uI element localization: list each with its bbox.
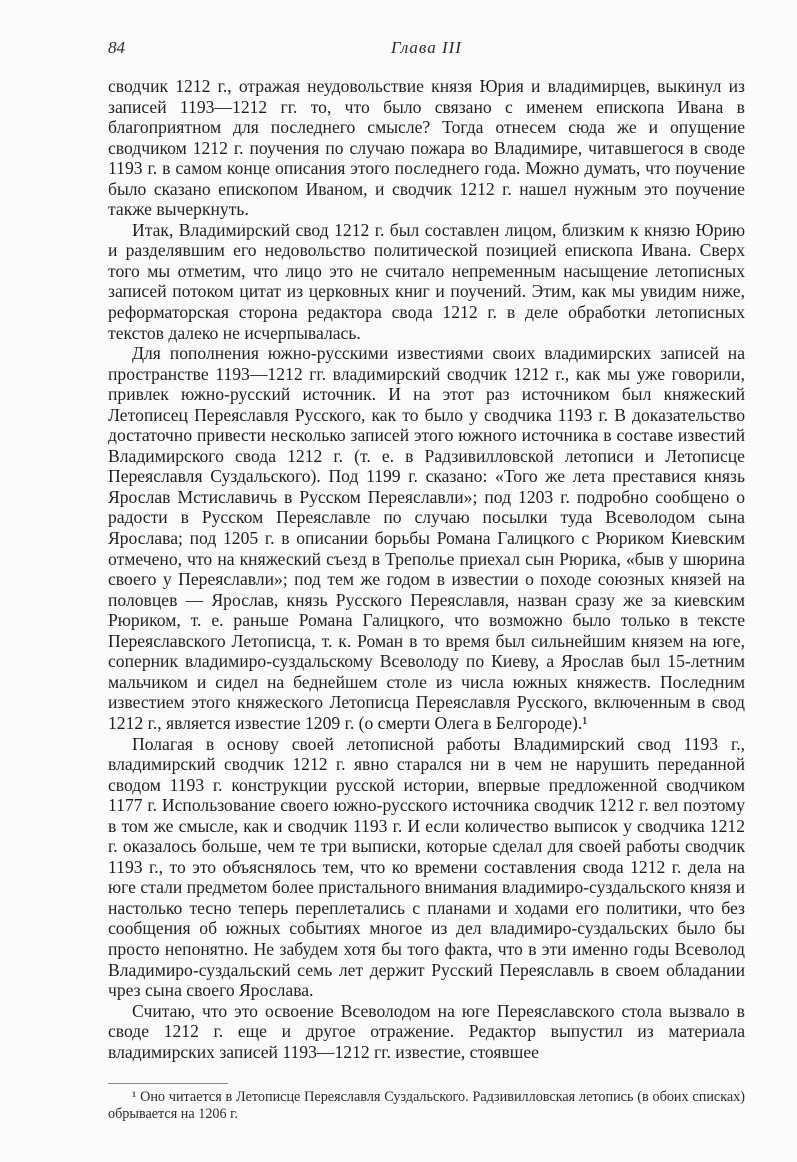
running-title: Глава III bbox=[391, 38, 462, 57]
paragraph: Полагая в основу своей летописной работы Владимирский свод 1193 г., владимирский сводчик 1212 г. явно старался ни в чем не нарушить переданной сводом 1193 г. конструкции русской истории, впервые предложенной сводчиком 1177 г. Использование своего южно-русского источника сводчик 1212 г. вел поэтому в том же смысле, как и сводчик 1193 г. И если количество выписок у сводчика 1212 г. оказалось больше, чем те три выписки, которые сделал для своей работы сводчик 1193 г., то это объяснялось тем, что ко времени составления свода 1212 г. дела на юге стали предметом более пристального внимания владимиро-суздальского князя и настолько тесно теперь переплетались с планами и ходами его политики, что без сообщения об южных событиях многое из дел владимиро-суздальских было бы просто непонятно. Не забудем хотя бы того факта, что в эти именно годы Всеволод Владимиро-суздальский семь лет держит Русский Переяславль в своем обладании чрез сына своего Ярослава. bbox=[108, 733, 745, 1001]
footnote: ¹ Оно читается в Летописце Переяславля Суздальского. Радзивилловская летопись (в обоих списках) обрывается на 1206 г. bbox=[108, 1089, 745, 1122]
body-text bbox=[108, 76, 745, 1062]
paragraph: Считаю, что это освоение Всеволодом на юге Переяславского стола вызвало в своде 1212 г. еще и другое отражение. Редактор выпустил из материала владимирских записей 1193—1212 гг. известие, стоявшее bbox=[108, 1000, 745, 1062]
footnote-divider bbox=[108, 1083, 228, 1084]
page-header bbox=[108, 38, 745, 64]
paragraph: Для пополнения южно-русскими известиями своих владимирских записей на пространстве 1193—1212 гг. владимирский сводчик 1212 г., как мы уже говорили, привлек южно-русский источник. И на этот раз источником был княжеский Летописец Переяславля Русского, как то было у сводчика 1193 г. В доказательство достаточно привести несколько записей этого южного источника в составе известий Владимирского свода 1212 г. (т. е. в Радзивилловской летописи и Летописце Переяславля Суздальского). Под 1199 г. сказано: «Того же лета преставися князь Ярослав Мстиславичь в Русском Переяславли»; под 1203 г. подробно сообщено о радости в Русском Переяславле по случаю посылки туда Всеволодом сына Ярослава; под 1205 г. в описании борьбы Романа Галицкого с Рюриком Киевским отмечено, что на княжеский съезд в Треполье приехал сын Рюрика, «быв у шюрина своего у Переяславли»; под тем же годом в известии о походе союзных князей на половцев — Ярослав, князь Русского Переяславля, назван сразу же за киевским Рюриком, т. е. раньше Романа Галицкого, что возможно было только в тексте Переяславского Летописца, т. к. Роман в то время был сильнейшим князем на юге, соперник владимиро-суздальскому Всеволоду по Киеву, а Ярослав был 15-летним мальчиком и сидел на беднейшем столе из числа южных княжеств. Последним известием этого княжеского Летописца Переяславля Русского, включенным в свод 1212 г., является известие 1209 г. (о смерти Олега в Белгороде).¹ bbox=[108, 343, 745, 733]
paragraph-continued: сводчик 1212 г., отражая неудовольствие князя Юрия и владимирцев, выкинул из записей 1193—1212 гг. то, что было связано с именем епископа Ивана в благоприятном для последнего смысле? Тогда отнесем сюда же и опущение сводчиком 1212 г. поучения по случаю пожара во Владимире, читавшегося в своде 1193 г. в самом конце описания этого последнего года. Можно думать, что поучение было сказано епископом Иваном, и сводчик 1212 г. нашел нужным это поучение также вычеркнуть. bbox=[108, 76, 745, 220]
paragraph: Итак, Владимирский свод 1212 г. был составлен лицом, близким к князю Юрию и разделявшим его недовольство политической позицией епископа Ивана. Сверх того мы отметим, что лицо это не считало непременным насыщение летописных записей потоком цитат из церковных книг и поучений. Этим, как мы увидим ниже, реформаторская сторона редактора свода 1212 г. в деле обработки летописных текстов далеко не исчерпывалась. bbox=[108, 219, 745, 343]
page-number: 84 bbox=[108, 38, 125, 57]
